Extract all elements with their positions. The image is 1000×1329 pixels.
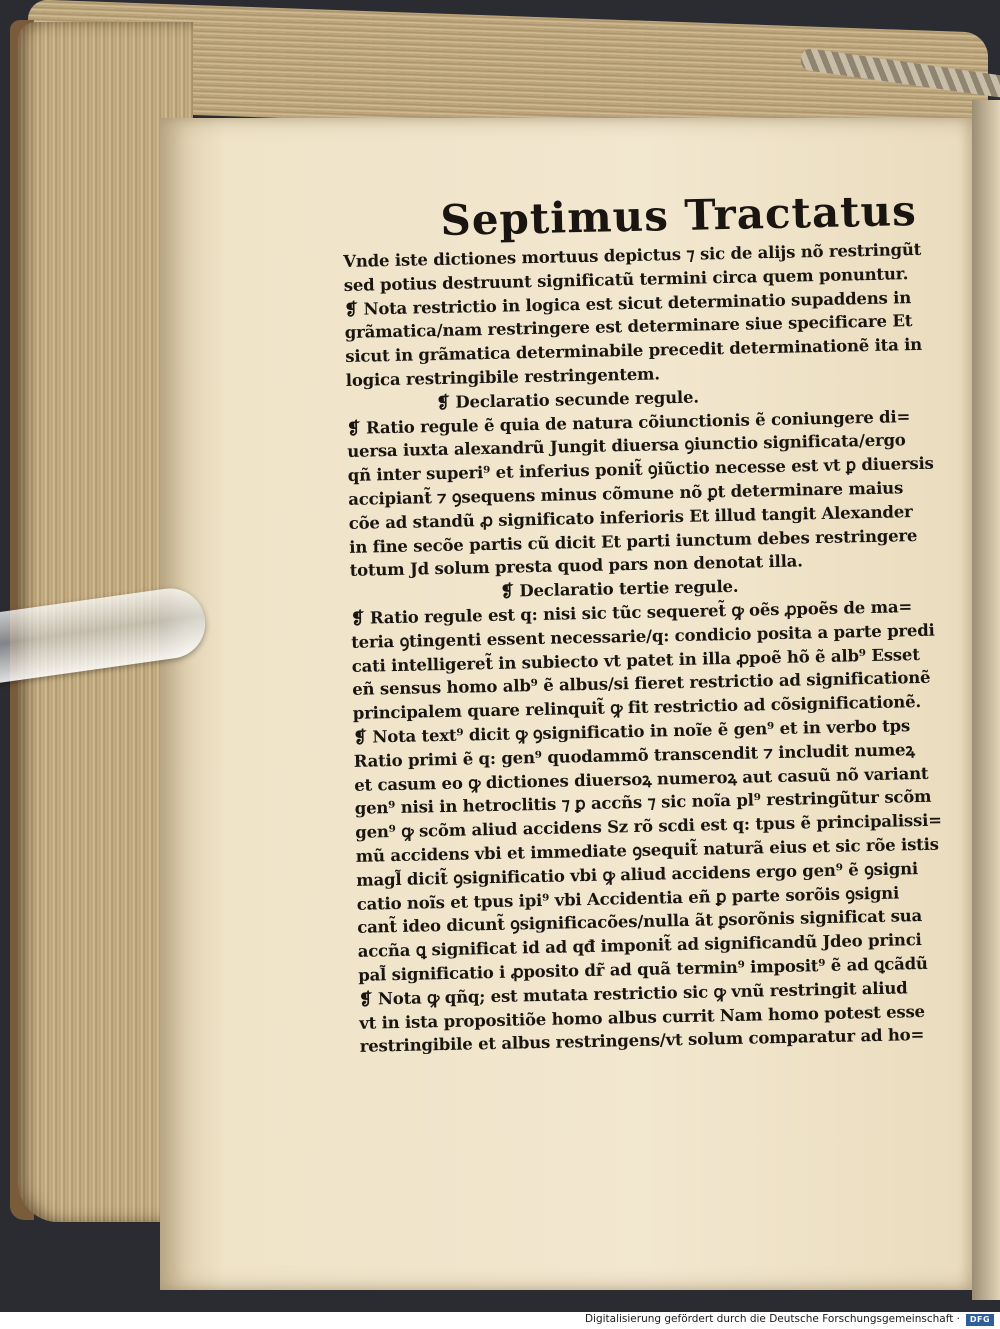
- text-line: ❡ Ratio regule est q: nisi sic tũc sequeret̃ ꝙ oẽs ꝓpoẽs de ma=: [350, 597, 913, 628]
- text-line: sicut in grãmatica determinabile precedit determinationẽ ita in: [345, 335, 923, 367]
- facing-page-edge: [972, 100, 1000, 1300]
- dfg-logo: DFG: [966, 1314, 994, 1326]
- text-line: principalem quare relinquit̃ ꝙ fit restrictio ad cõsignificationẽ.: [352, 692, 922, 724]
- printed-text-block: [342, 187, 960, 1058]
- text-line: vt in ista propositiõe homo albus currit Nam homo potest esse: [359, 1001, 926, 1033]
- footer-credit: Digitalisierung gefördert durch die Deutsche Forschungsgemeinschaft ·: [584, 1313, 960, 1325]
- text-line: totum Jd solum presta quod pars non denotat illa.: [349, 551, 803, 581]
- text-line: catio noĩs et tpus ipi⁹ vbi Accidentia eñ ꝑ parte sorõis ꝯsigni: [356, 883, 900, 914]
- text-line: cant̃ ideo dicunt̃ ꝯsignificacões/nulla ãt ꝑsorõnis significat sua: [357, 906, 923, 938]
- text-line: cati intelligeret̃ in subiecto vt patet in illa ꝓpoẽ hõ ẽ alb⁹ Esset: [351, 644, 920, 676]
- text-line: accña ꝗ significat id ad qđ imponit̃ ad significandũ Jdeo princi: [357, 930, 922, 961]
- page-title: Septimus Tractatus: [439, 185, 918, 245]
- text-line: accipiant̃ ⁊ ꝯsequens minus cõmune nõ ꝑt determinare maius: [348, 478, 904, 509]
- text-line: restringibile et albus restringens/vt solum comparatur ad ho=: [359, 1025, 925, 1057]
- text-line: ❡ Nota text⁹ dicit ꝙ ꝯsignificatio in noĩe ẽ gen⁹ et in verbo tps: [353, 716, 911, 747]
- text-line: Ratio primi ẽ q: gen⁹ quodammõ transcendit ⁊ includit numeꝝ: [353, 739, 915, 771]
- text-line: gen⁹ ꝙ scõm aliud accidens Sz rõ scdi est q: tpus ẽ principalissi=: [355, 810, 942, 842]
- text-line: et casum eo ꝙ dictiones diuersoꝝ numeroꝝ aut casuũ nõ variant: [354, 763, 929, 795]
- text-line: teria ꝯtingenti essent necessarie/q: condicio posita a parte predi: [351, 620, 935, 652]
- text-line: magl̃ dicit̃ ꝯsignificatio vbi ꝙ aliud accidens ergo gen⁹ ẽ ꝯsigni: [356, 858, 919, 890]
- text-line: gen⁹ nisi in hetroclitis ⁊ ꝑ accñs ⁊ sic noĩa pl⁹ restringũtur scõm: [354, 787, 932, 819]
- text-line: mũ accidens vbi et immediate ꝯsequit̃ naturã eius et sic rõe istis: [355, 834, 939, 866]
- text-line: uersa iuxta alexandrũ Jungit diuersa ꝯiunctio significata/ergo: [347, 430, 906, 462]
- text-line: qñ inter superi⁹ et inferius ponit̃ ꝯiũctio necesse est vt ꝑ diuersis: [347, 453, 934, 486]
- footer-bar: [0, 1312, 1000, 1329]
- text-line: ❡ Nota restrictio in logica est sicut determinatio supaddens in: [344, 287, 912, 319]
- text-line: cõe ad standũ ꝓ significato inferioris Et illud tangit Alexander: [348, 501, 913, 533]
- text-line: ❡ Declaratio secunde regule.: [436, 387, 700, 412]
- text-line: ❡ Ratio regule ẽ quia de natura cõiunctionis ẽ coniungere di=: [346, 406, 911, 438]
- text-line: logica restringibile restringentem.: [345, 364, 661, 390]
- text-lines: [343, 237, 960, 1058]
- text-line: sed potius destruunt significatũ termini circa quem ponuntur.: [343, 263, 909, 295]
- text-line: eñ sensus homo alb⁹ ẽ albus/si fieret restrictio ad significationẽ: [352, 668, 931, 700]
- text-line: pal̃ significatio i ꝓposito dr̃ ad quã termin⁹ imposit⁹ ẽ ad ꝗcãdũ: [358, 953, 928, 985]
- text-line: in fine secõe partis cũ dicit Et parti iunctum debes restringere: [349, 525, 918, 557]
- text-line: ❡ Nota ꝙ qñq; est mutata restrictio sic ꝙ vnũ restringit aliud: [358, 978, 908, 1009]
- text-line: grãmatica/nam restringere est determinare siue specificare Et: [344, 311, 913, 343]
- text-line: ❡ Declaratio tertie regule.: [500, 576, 739, 601]
- text-line: Vnde iste dictiones mortuus depictus ⁊ sic de alijs nõ restringũt: [343, 239, 922, 271]
